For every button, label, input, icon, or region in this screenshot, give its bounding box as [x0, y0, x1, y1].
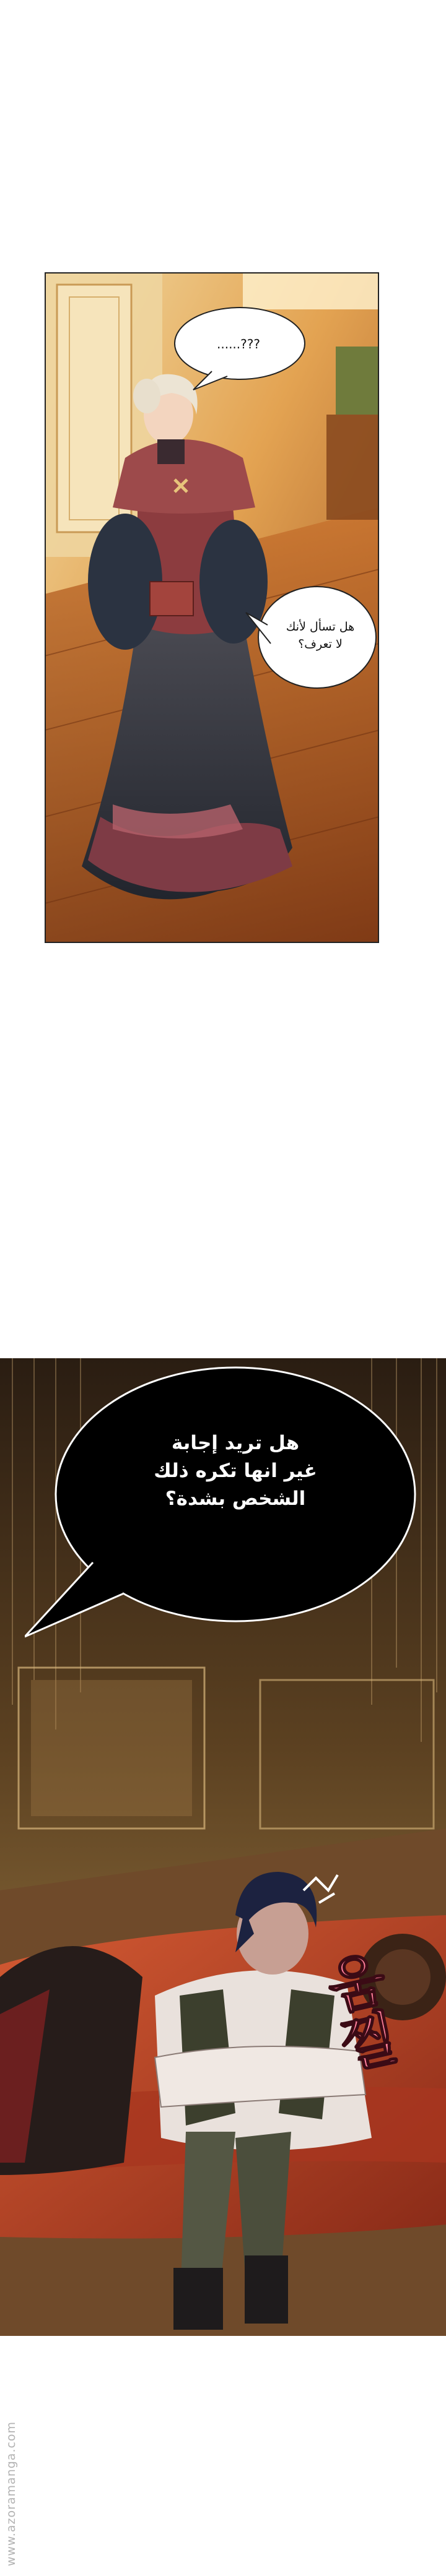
sound-effect-text: 움찔	[312, 1946, 404, 2077]
watermark-text: www.azoramanga.com	[4, 2421, 18, 2567]
speech-bubble-large-text: هل تريد إجابة غير انها تكره ذلك الشخص بشدة؟	[154, 1432, 317, 1510]
panel-man-sofa	[0, 1358, 446, 2336]
speech-bubble-right-text: هل تسأل لأنك لا تعرف؟	[286, 620, 355, 651]
speech-bubble-top-text: ......???	[217, 337, 260, 351]
watermark	[0, 2413, 22, 2576]
panel-woman-library	[45, 272, 379, 943]
